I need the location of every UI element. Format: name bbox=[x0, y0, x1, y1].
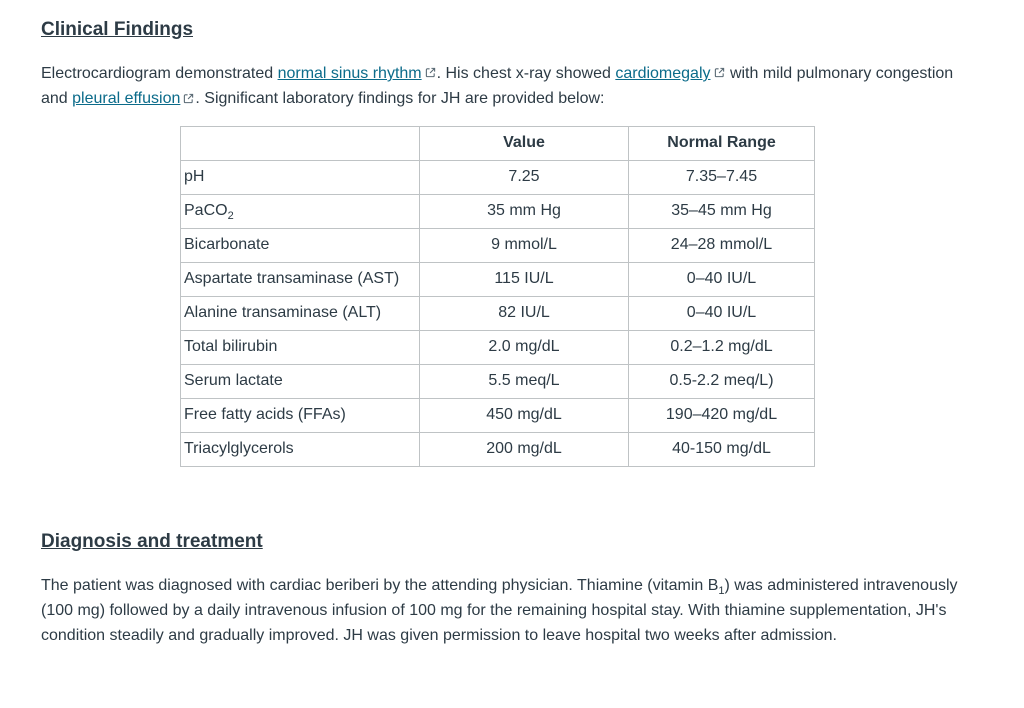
table-header-value: Value bbox=[420, 126, 629, 160]
table-row bbox=[181, 160, 815, 194]
clinical-findings-paragraph: Electrocardiogram demonstrated normal sinus rhythm . His chest x-ray showed cardiomegaly with mild pulmonary congestion and pleural effusion . Significant laboratory findings for JH are provided below: bbox=[41, 61, 981, 112]
test-name: Total bilirubin bbox=[181, 330, 420, 364]
test-name: Free fatty acids (FFAs) bbox=[181, 398, 420, 432]
test-name: Aspartate transaminase (AST) bbox=[181, 262, 420, 296]
test-normal-range: 0.5-2.2 meq/L) bbox=[629, 364, 815, 398]
table-row bbox=[181, 296, 815, 330]
test-normal-range: 190–420 mg/dL bbox=[629, 398, 815, 432]
normal-sinus-rhythm-link[interactable]: normal sinus rhythm bbox=[277, 65, 422, 82]
test-value: 9 mmol/L bbox=[420, 228, 629, 262]
test-normal-range: 40-150 mg/dL bbox=[629, 432, 815, 466]
table-header-blank bbox=[181, 126, 420, 160]
test-name: PaCO$_2$ bbox=[181, 194, 420, 228]
table-row bbox=[181, 194, 815, 228]
table-row bbox=[181, 364, 815, 398]
test-value: 35 mm Hg bbox=[420, 194, 629, 228]
table-header-normal-range: Normal Range bbox=[629, 126, 815, 160]
test-value: 82 IU/L bbox=[420, 296, 629, 330]
diagnosis-treatment-heading: Diagnosis and treatment bbox=[41, 530, 263, 552]
test-name: Bicarbonate bbox=[181, 228, 420, 262]
external-link-icon[interactable] bbox=[714, 61, 725, 86]
test-normal-range: 0–40 IU/L bbox=[629, 262, 815, 296]
test-value: 2.0 mg/dL bbox=[420, 330, 629, 364]
lab-findings-table bbox=[180, 126, 815, 467]
diagnosis-treatment-paragraph: The patient was diagnosed with cardiac beriberi by the attending physician. Thiamine (vitamin $B_1$) was administered intravenously (100 mg) followed by a daily intravenous infusion of 100 mg for the remaining hospital stay. With thiamine supplementation, JH's condition steadily and gradually improved. JH was given permission to leave hospital two weeks after admission. bbox=[41, 576, 958, 644]
table-header-row bbox=[181, 126, 815, 160]
table-row bbox=[181, 262, 815, 296]
test-value: 7.25 bbox=[420, 160, 629, 194]
table-row bbox=[181, 398, 815, 432]
table-row bbox=[181, 432, 815, 466]
external-link-icon[interactable] bbox=[425, 61, 436, 86]
table-row bbox=[181, 228, 815, 262]
test-normal-range: 0–40 IU/L bbox=[629, 296, 815, 330]
pleural-effusion-link[interactable]: pleural effusion bbox=[72, 90, 181, 108]
test-name: Alanine transaminase (ALT) bbox=[181, 296, 420, 330]
test-normal-range: 24–28 mmol/L bbox=[629, 228, 815, 262]
external-link-icon[interactable] bbox=[183, 87, 194, 112]
clinical-findings-heading: Clinical Findings bbox=[41, 19, 194, 40]
test-value: 450 mg/dL bbox=[420, 398, 629, 432]
test-normal-range: 7.35–7.45 bbox=[629, 160, 815, 194]
test-value: 115 IU/L bbox=[420, 262, 629, 296]
cardiomegaly-link[interactable]: cardiomegaly bbox=[615, 65, 711, 82]
test-normal-range: 35–45 mm Hg bbox=[629, 194, 815, 228]
test-value: 5.5 meq/L bbox=[420, 364, 629, 398]
test-name: pH bbox=[181, 160, 420, 194]
test-name: Serum lactate bbox=[181, 364, 420, 398]
page-content bbox=[41, 18, 981, 648]
table-row bbox=[181, 330, 815, 364]
test-value: 200 mg/dL bbox=[420, 432, 629, 466]
test-normal-range: 0.2–1.2 mg/dL bbox=[629, 330, 815, 364]
test-name: Triacylglycerols bbox=[181, 432, 420, 466]
